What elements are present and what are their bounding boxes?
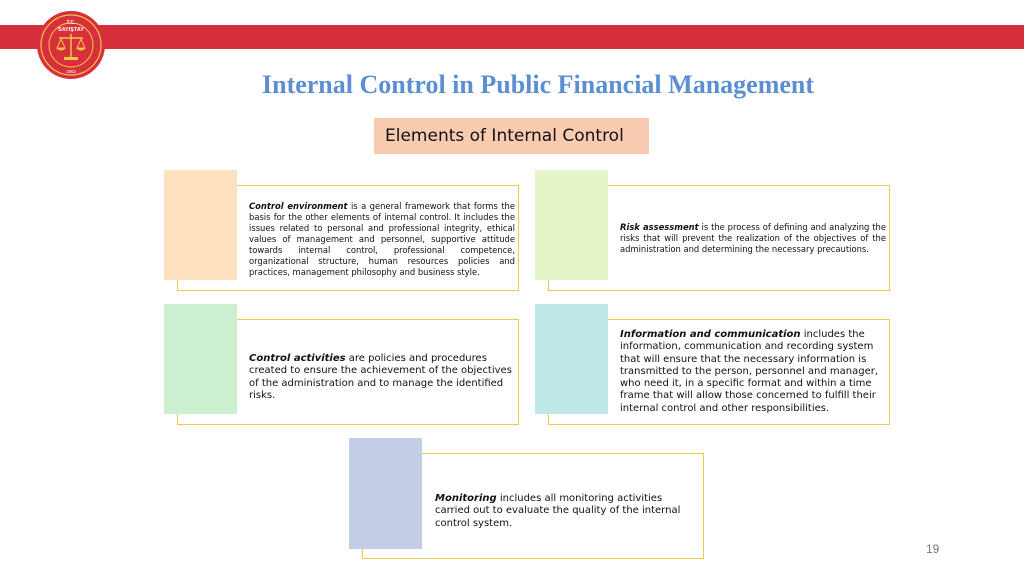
card-swatch <box>535 304 608 414</box>
page-number: 19 <box>926 542 940 556</box>
card-swatch <box>164 304 237 414</box>
card-swatch <box>164 170 237 280</box>
information-communication-card <box>535 304 891 428</box>
header-band <box>0 25 1024 49</box>
monitoring-card <box>349 438 707 562</box>
svg-text:1862: 1862 <box>65 69 77 74</box>
card-body: is a general framework that forms the basis for the other elements of internal control. It includes the issues related to personal and professional integrity, ethical values of management and personnel, supportive attitude towards internal control, professional competence, organizational structure, human resources policies and practices, management philosophy and business style. <box>249 201 515 277</box>
card-body: are policies and procedures created to ensure the achievement of the objectives of the administration and to manage the identified risks. <box>249 353 512 401</box>
card-lead: Information and communication <box>620 329 801 340</box>
control-environment-text <box>249 201 515 278</box>
information-communication-text <box>620 329 886 415</box>
control-activities-card <box>164 304 520 428</box>
section-subtitle: Elements of Internal Control <box>374 118 649 154</box>
card-lead: Control environment <box>249 201 348 211</box>
card-lead: Monitoring <box>435 493 497 504</box>
card-body: includes the information, communication and recording system that will ensure that the necessary information is transmitted to the person, personnel and manager, who need it, in a specific format and within a time frame that will allow those concerned to fulfill their internal control and other responsibilities. <box>620 329 879 414</box>
slide-title: Internal Control in Public Financial Management <box>261 70 815 99</box>
control-activities-text <box>249 353 513 402</box>
card-lead: Risk assessment <box>620 222 699 232</box>
risk-assessment-card <box>535 170 891 294</box>
risk-assessment-text <box>620 222 886 255</box>
svg-text:T.C.: T.C. <box>66 20 76 26</box>
card-body: includes all monitoring activities carried out to evaluate the quality of the internal control system. <box>435 493 681 529</box>
card-lead: Control activities <box>249 353 346 364</box>
svg-text:SAYIŞTAY: SAYIŞTAY <box>57 27 85 33</box>
card-body: is the process of defining and analyzing the risks that will prevent the realization of the objectives of the administration and determining the necessary precautions. <box>620 222 886 254</box>
monitoring-text <box>435 493 699 530</box>
card-swatch <box>349 438 422 549</box>
control-environment-card <box>164 170 520 294</box>
card-swatch <box>535 170 608 280</box>
